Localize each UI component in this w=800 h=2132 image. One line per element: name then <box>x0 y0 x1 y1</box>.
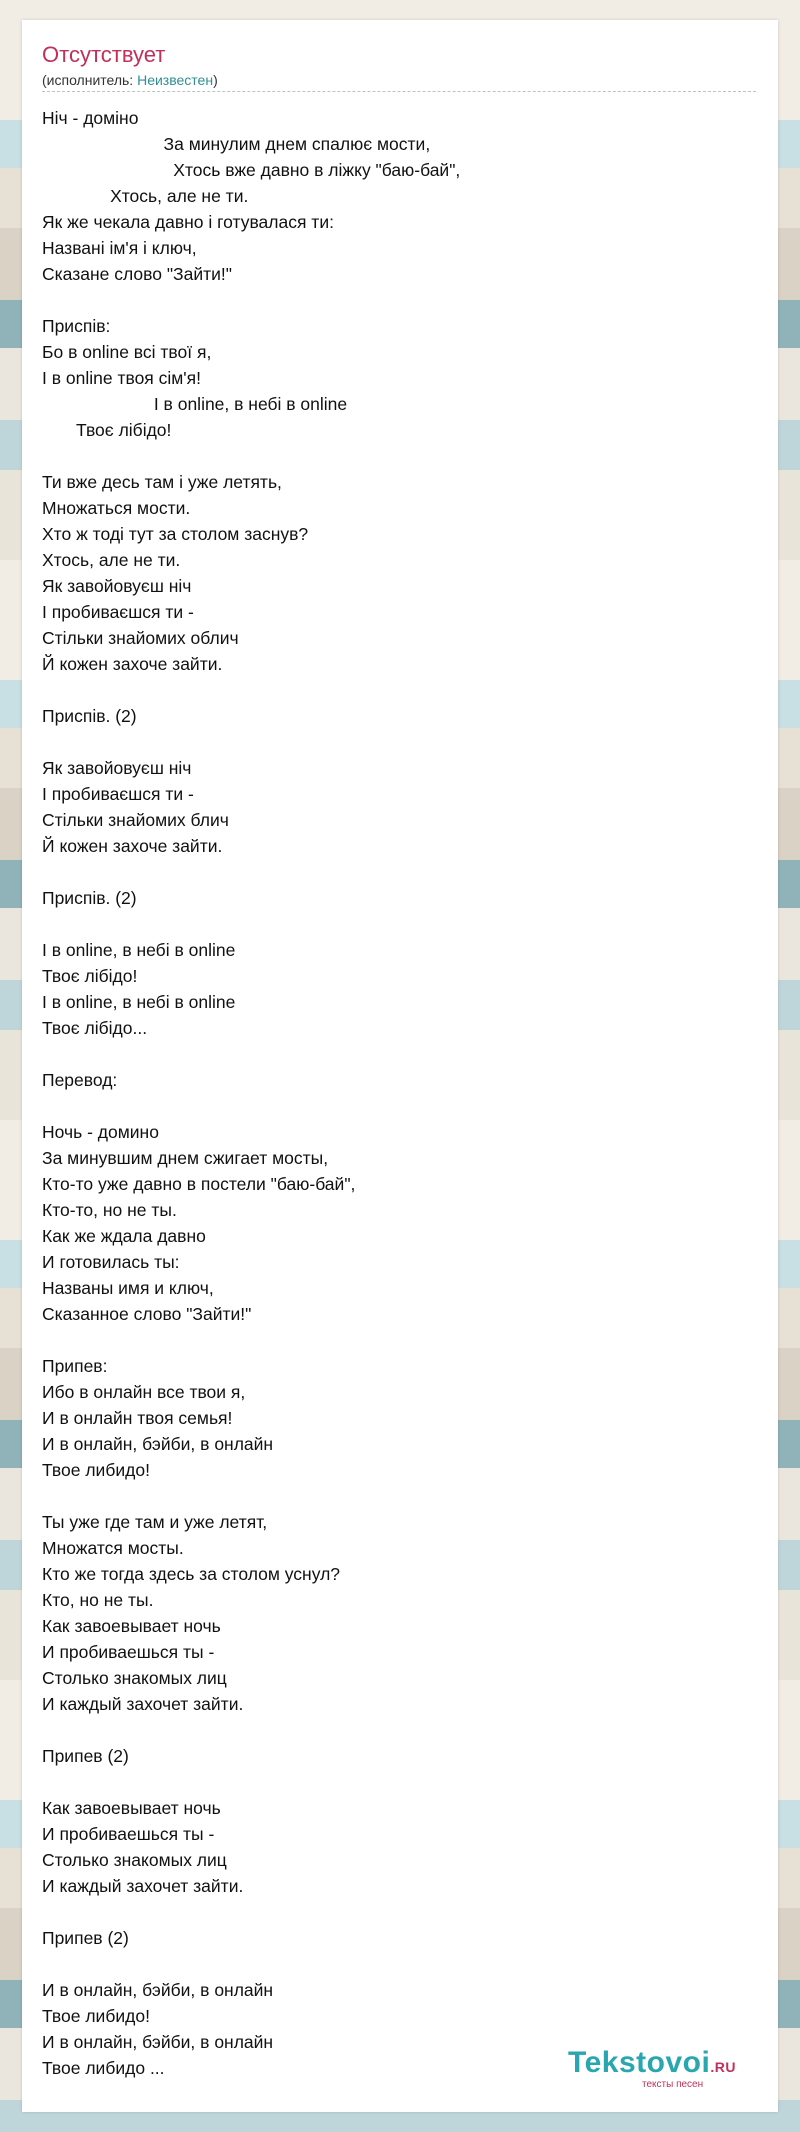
lyric-line: За минулим днем спалює мости, <box>42 134 431 154</box>
artist-line <box>42 72 218 88</box>
lyric-line: Стільки знайомих блич <box>42 810 229 830</box>
lyric-line: Хто ж тоді тут за столом заснув? <box>42 524 309 544</box>
song-title: Отсутствует <box>42 42 166 67</box>
lyric-line: Твоє лібідо! <box>42 420 172 440</box>
lyric-line: И пробиваешься ты - <box>42 1642 215 1662</box>
lyric-line <box>42 677 756 703</box>
lyric-line: Как завоевывает ночь <box>42 1798 221 1818</box>
lyric-line: Названы имя и ключ, <box>42 1278 214 1298</box>
lyric-line <box>42 1951 756 1977</box>
lyric-line: И готовилась ты: <box>42 1252 180 1272</box>
artist-prefix: (исполнитель: <box>42 72 138 88</box>
lyric-line <box>42 911 756 937</box>
logo-name: Tekstovoi <box>568 2046 711 2079</box>
artist-suffix: ) <box>213 72 218 88</box>
lyric-line: Як завойовуєш ніч <box>42 576 192 596</box>
lyric-line: Ніч - доміно <box>42 108 139 128</box>
lyric-line: І в online твоя сім'я! <box>42 368 201 388</box>
lyric-line <box>42 1899 756 1925</box>
lyric-line: І пробиваєшся ти - <box>42 784 194 804</box>
lyric-line: Як же чекала давно і готувалася ти: <box>42 212 334 232</box>
logo-tld: .RU <box>710 2059 736 2075</box>
lyric-line: И в онлайн твоя семья! <box>42 1408 233 1428</box>
lyric-line: Сказане слово "Зайти!" <box>42 264 232 284</box>
lyric-line: Приспів. (2) <box>42 888 137 908</box>
lyric-line: Твоє лібідо! <box>42 966 138 986</box>
lyric-line: Ибо в онлайн все твои я, <box>42 1382 246 1402</box>
lyric-line: И в онлайн, бэйби, в онлайн <box>42 2032 274 2052</box>
lyric-line <box>42 443 756 469</box>
lyric-line: Як завойовуєш ніч <box>42 758 192 778</box>
lyric-line: Припев (2) <box>42 1746 129 1766</box>
lyric-line: И в онлайн, бэйби, в онлайн <box>42 1980 274 2000</box>
logo-wordmark <box>568 2046 736 2080</box>
lyric-line: Сказанное слово "Зайти!" <box>42 1304 252 1324</box>
lyric-line: Приспів: <box>42 316 111 336</box>
lyric-line: Твоє лібідо... <box>42 1018 148 1038</box>
lyric-line: Кто-то, но не ты. <box>42 1200 177 1220</box>
site-logo[interactable] <box>546 2046 756 2092</box>
lyrics-card <box>22 20 778 2112</box>
lyric-line: І в online, в небі в online <box>42 394 348 414</box>
lyrics-text <box>42 105 756 2081</box>
lyric-line: Хтось, але не ти. <box>42 186 249 206</box>
lyric-line: Множаться мости. <box>42 498 191 518</box>
lyric-line: Припев: <box>42 1356 108 1376</box>
lyric-line: Ночь - домино <box>42 1122 159 1142</box>
lyric-line <box>42 729 756 755</box>
lyric-line: Как же ждала давно <box>42 1226 206 1246</box>
lyric-line <box>42 287 756 313</box>
title-divider <box>42 91 756 92</box>
lyric-line: Твое либидо ... <box>42 2058 165 2078</box>
lyric-line: Хтось, але не ти. <box>42 550 181 570</box>
lyric-line: Хтось вже давно в ліжку "баю-бай", <box>42 160 461 180</box>
lyric-line: Приспів. (2) <box>42 706 137 726</box>
lyric-line: И каждый захочет зайти. <box>42 1694 244 1714</box>
lyric-line: Ти вже десь там і уже летять, <box>42 472 282 492</box>
lyric-line: Перевод: <box>42 1070 118 1090</box>
lyric-line: Кто-то уже давно в постели "баю-бай", <box>42 1174 356 1194</box>
lyric-line <box>42 1717 756 1743</box>
lyric-line: Кто же тогда здесь за столом уснул? <box>42 1564 341 1584</box>
lyric-line: И пробиваешься ты - <box>42 1824 215 1844</box>
lyric-line: Множатся мосты. <box>42 1538 184 1558</box>
lyric-line <box>42 1769 756 1795</box>
lyric-line: Стільки знайомих облич <box>42 628 239 648</box>
lyric-line: Кто, но не ты. <box>42 1590 154 1610</box>
lyric-line <box>42 1041 756 1067</box>
lyric-line: Ты уже где там и уже летят, <box>42 1512 268 1532</box>
lyric-line: Бо в online всі твої я, <box>42 342 212 362</box>
lyric-line: Твое либидо! <box>42 2006 150 2026</box>
lyric-line: Названі ім'я і ключ, <box>42 238 197 258</box>
lyric-line: І в online, в небі в online <box>42 940 236 960</box>
lyric-line: И в онлайн, бэйби, в онлайн <box>42 1434 274 1454</box>
lyric-line: Й кожен захоче зайти. <box>42 654 223 674</box>
lyric-line: Столько знакомых лиц <box>42 1850 227 1870</box>
lyric-line: За минувшим днем сжигает мосты, <box>42 1148 329 1168</box>
lyric-line: Припев (2) <box>42 1928 129 1948</box>
lyric-line <box>42 1093 756 1119</box>
artist-link[interactable]: Неизвестен <box>137 72 214 88</box>
lyric-line: І пробиваєшся ти - <box>42 602 194 622</box>
lyric-line <box>42 1483 756 1509</box>
lyric-line: И каждый захочет зайти. <box>42 1876 244 1896</box>
lyric-line: Как завоевывает ночь <box>42 1616 221 1636</box>
lyric-line <box>42 1327 756 1353</box>
logo-tagline: тексты песен <box>642 2079 704 2090</box>
lyric-line: Й кожен захоче зайти. <box>42 836 223 856</box>
lyric-line: Столько знакомых лиц <box>42 1668 227 1688</box>
lyric-line: Твое либидо! <box>42 1460 150 1480</box>
lyric-line <box>42 859 756 885</box>
lyric-line: І в online, в небі в online <box>42 992 236 1012</box>
